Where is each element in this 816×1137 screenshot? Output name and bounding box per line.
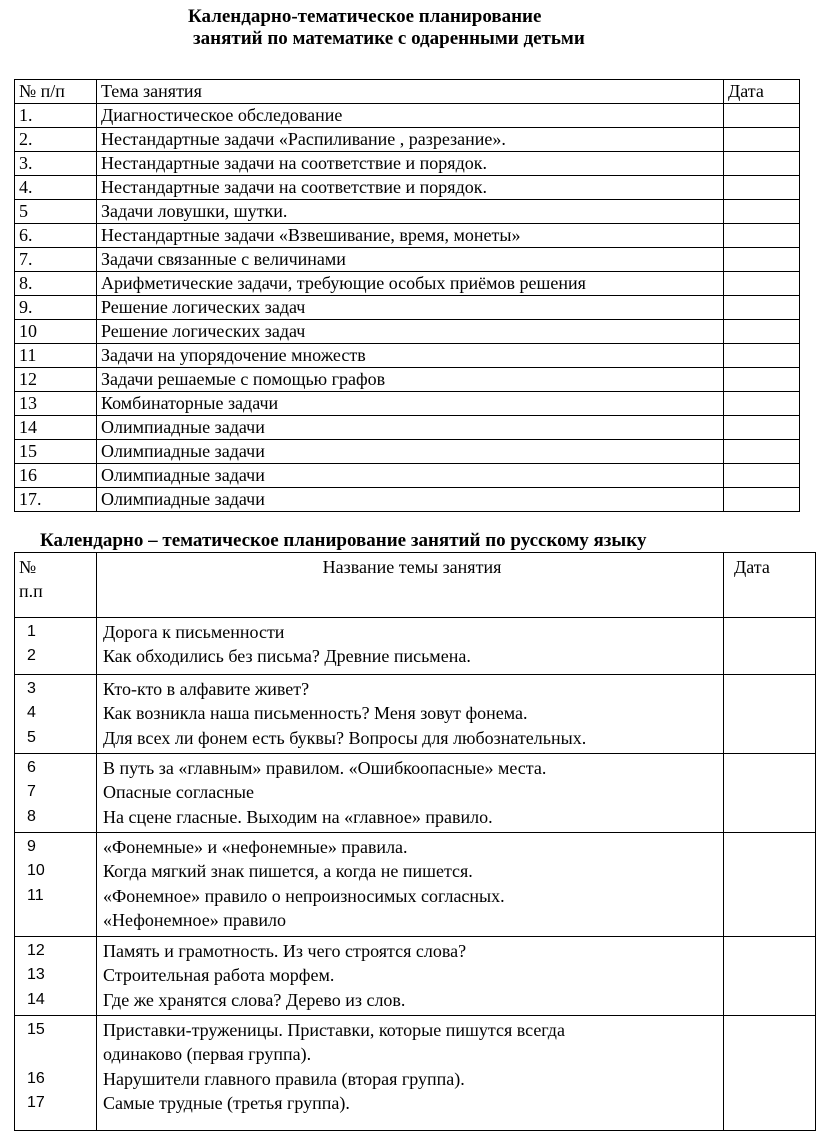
row-date	[724, 833, 816, 937]
row-topic: Задачи на упорядочение множеств	[97, 344, 724, 368]
row-topic	[97, 754, 724, 833]
lesson-topic-line: Нарушители главного правила (вторая группа).	[103, 1068, 465, 1089]
row-date	[724, 416, 800, 440]
row-topic	[97, 675, 724, 754]
lesson-number: 14	[27, 990, 45, 1008]
row-number: 3.	[15, 152, 97, 176]
row-topic: Олимпиадные задачи	[97, 464, 724, 488]
row-numbers	[15, 1016, 97, 1131]
row-number: 14	[15, 416, 97, 440]
row-topic: Арифметические задачи, требующие особых приёмов решения	[97, 272, 724, 296]
row-date	[724, 1016, 816, 1131]
row-topic: Задачи решаемые с помощью графов	[97, 368, 724, 392]
row-number: 17.	[15, 488, 97, 512]
row-date	[724, 248, 800, 272]
row-number: 16	[15, 464, 97, 488]
lesson-topic-line: «Нефонемное» правило	[103, 910, 286, 931]
lesson-topic-line: На сцене гласные. Выходим на «главное» правило.	[103, 806, 493, 827]
table-row	[15, 488, 800, 512]
table-row	[15, 618, 816, 675]
row-numbers	[15, 937, 97, 1016]
row-topic	[97, 937, 724, 1016]
lesson-number: 6	[27, 759, 36, 776]
lesson-topic-line: одинаково (первая группа).	[103, 1044, 312, 1065]
row-date	[724, 392, 800, 416]
row-date	[724, 224, 800, 248]
row-date	[724, 754, 816, 833]
row-date	[724, 440, 800, 464]
row-topic	[97, 618, 724, 675]
row-number: 8.	[15, 272, 97, 296]
lesson-topic-line: Память и грамотность. Из чего строятся слова?	[103, 941, 467, 961]
row-numbers	[15, 833, 97, 937]
lesson-topic-line: Для всех ли фонем есть буквы? Вопросы для любознательных.	[103, 727, 587, 748]
row-date	[724, 488, 800, 512]
header-topic: Тема занятия	[97, 80, 724, 104]
lesson-topic-line: Когда мягкий знак пишется, а когда не пишется.	[103, 861, 473, 882]
row-date	[724, 176, 800, 200]
table-row	[15, 128, 800, 152]
lesson-topic-line: Кто-кто в алфавите живет?	[103, 679, 310, 699]
row-date	[724, 128, 800, 152]
russian-plan-table	[14, 552, 816, 1131]
table-row	[15, 833, 816, 937]
row-topic: Диагностическое обследование	[97, 104, 724, 128]
row-date	[724, 344, 800, 368]
lesson-number: 13	[27, 966, 45, 984]
row-date	[724, 368, 800, 392]
lesson-number: 17	[27, 1094, 45, 1112]
lesson-number: 11	[27, 886, 44, 904]
row-date	[724, 104, 800, 128]
lesson-number: 16	[27, 1069, 45, 1087]
table-row	[15, 675, 816, 754]
row-numbers	[15, 675, 97, 754]
lesson-number: 7	[27, 783, 36, 801]
header-num-line1: №	[19, 557, 37, 577]
lesson-number: 5	[27, 728, 36, 746]
row-date	[724, 618, 816, 675]
table-header-row	[15, 80, 800, 104]
table-row	[15, 344, 800, 368]
row-topic: Нестандартные задачи на соответствие и порядок.	[97, 152, 724, 176]
table-row	[15, 152, 800, 176]
row-topic: Задачи ловушки, шутки.	[97, 200, 724, 224]
row-topic: Нестандартные задачи на соответствие и порядок.	[97, 176, 724, 200]
table-row	[15, 200, 800, 224]
lesson-number: 8	[27, 807, 36, 825]
row-number: 15	[15, 440, 97, 464]
row-number: 1.	[15, 104, 97, 128]
table-row	[15, 440, 800, 464]
row-number: 6.	[15, 224, 97, 248]
row-numbers	[15, 618, 97, 675]
table-row	[15, 224, 800, 248]
lesson-topic-line: Самые трудные (третья группа).	[103, 1093, 350, 1114]
row-number: 13	[15, 392, 97, 416]
row-topic	[97, 1016, 724, 1131]
row-date	[724, 464, 800, 488]
math-plan-table	[14, 79, 800, 512]
russian-plan-title: Календарно – тематическое планирование занятий по русскому языку	[40, 530, 647, 551]
lesson-topic-line: В путь за «главным» правилом. «Ошибкоопасные» места.	[103, 758, 547, 778]
row-topic: Нестандартные задачи «Взвешивание, время, монеты»	[97, 224, 724, 248]
row-topic: Комбинаторные задачи	[97, 392, 724, 416]
row-topic: Решение логических задач	[97, 296, 724, 320]
lesson-number: 4	[27, 704, 36, 722]
row-date	[724, 937, 816, 1016]
lesson-topic-line: Опасные согласные	[103, 782, 254, 803]
header-topic: Название темы занятия	[97, 553, 724, 618]
lesson-topic-line: Приставки-труженицы. Приставки, которые пишутся всегда	[103, 1020, 565, 1040]
row-number: 9.	[15, 296, 97, 320]
row-number: 11	[15, 344, 97, 368]
table-row	[15, 104, 800, 128]
table-row	[15, 754, 816, 833]
row-number: 4.	[15, 176, 97, 200]
table-row	[15, 368, 800, 392]
row-number: 5	[15, 200, 97, 224]
table-row	[15, 320, 800, 344]
row-date	[724, 320, 800, 344]
row-topic: Олимпиадные задачи	[97, 488, 724, 512]
row-numbers	[15, 754, 97, 833]
row-date	[724, 296, 800, 320]
table-row	[15, 416, 800, 440]
header-date: Дата	[724, 553, 816, 618]
row-number: 12	[15, 368, 97, 392]
table-header-row	[15, 553, 816, 618]
table-row	[15, 176, 800, 200]
header-date: Дата	[724, 80, 800, 104]
lesson-number: 12	[27, 942, 45, 959]
lesson-number: 15	[27, 1021, 45, 1038]
lesson-topic-line: Как возникла наша письменность? Меня зовут фонема.	[103, 703, 528, 724]
row-topic: Задачи связанные с величинами	[97, 248, 724, 272]
lesson-number: 2	[27, 647, 36, 665]
table-row	[15, 1016, 816, 1131]
lesson-topic-line: Дорога к письменности	[103, 622, 285, 642]
lesson-topic-line: «Фонемное» правило о непроизносимых согласных.	[103, 885, 505, 906]
row-number: 10	[15, 320, 97, 344]
math-plan-title-line2: занятий по математике с одаренными детьми	[193, 28, 585, 49]
lesson-topic-line: «Фонемные» и «нефонемные» правила.	[103, 837, 408, 857]
row-date	[724, 200, 800, 224]
row-date	[724, 272, 800, 296]
lesson-number	[27, 1042, 96, 1066]
lesson-number: 1	[27, 623, 36, 640]
lesson-topic-line: Где же хранятся слова? Дерево из слов.	[103, 989, 406, 1010]
row-number: 2.	[15, 128, 97, 152]
table-row	[15, 272, 800, 296]
header-num: № п/п	[15, 80, 97, 104]
lesson-number: 3	[27, 680, 36, 697]
table-row	[15, 392, 800, 416]
row-date	[724, 152, 800, 176]
row-number: 7.	[15, 248, 97, 272]
row-topic: Олимпиадные задачи	[97, 440, 724, 464]
lesson-number: 9	[27, 838, 36, 855]
table-row	[15, 464, 800, 488]
table-row	[15, 296, 800, 320]
lesson-topic-line: Строительная работа морфем.	[103, 965, 335, 986]
table-row	[15, 937, 816, 1016]
table-row	[15, 248, 800, 272]
row-topic: Решение логических задач	[97, 320, 724, 344]
lesson-topic-line: Как обходились без письма? Древние письмена.	[103, 646, 471, 667]
row-topic	[97, 833, 724, 937]
row-date	[724, 675, 816, 754]
row-topic: Нестандартные задачи «Распиливание , разрезание».	[97, 128, 724, 152]
header-num-line2: п.п	[19, 581, 43, 602]
lesson-number: 10	[27, 862, 45, 880]
math-plan-title-line1: Календарно-тематическое планирование	[188, 6, 542, 27]
row-topic: Олимпиадные задачи	[97, 416, 724, 440]
header-num	[15, 553, 97, 618]
